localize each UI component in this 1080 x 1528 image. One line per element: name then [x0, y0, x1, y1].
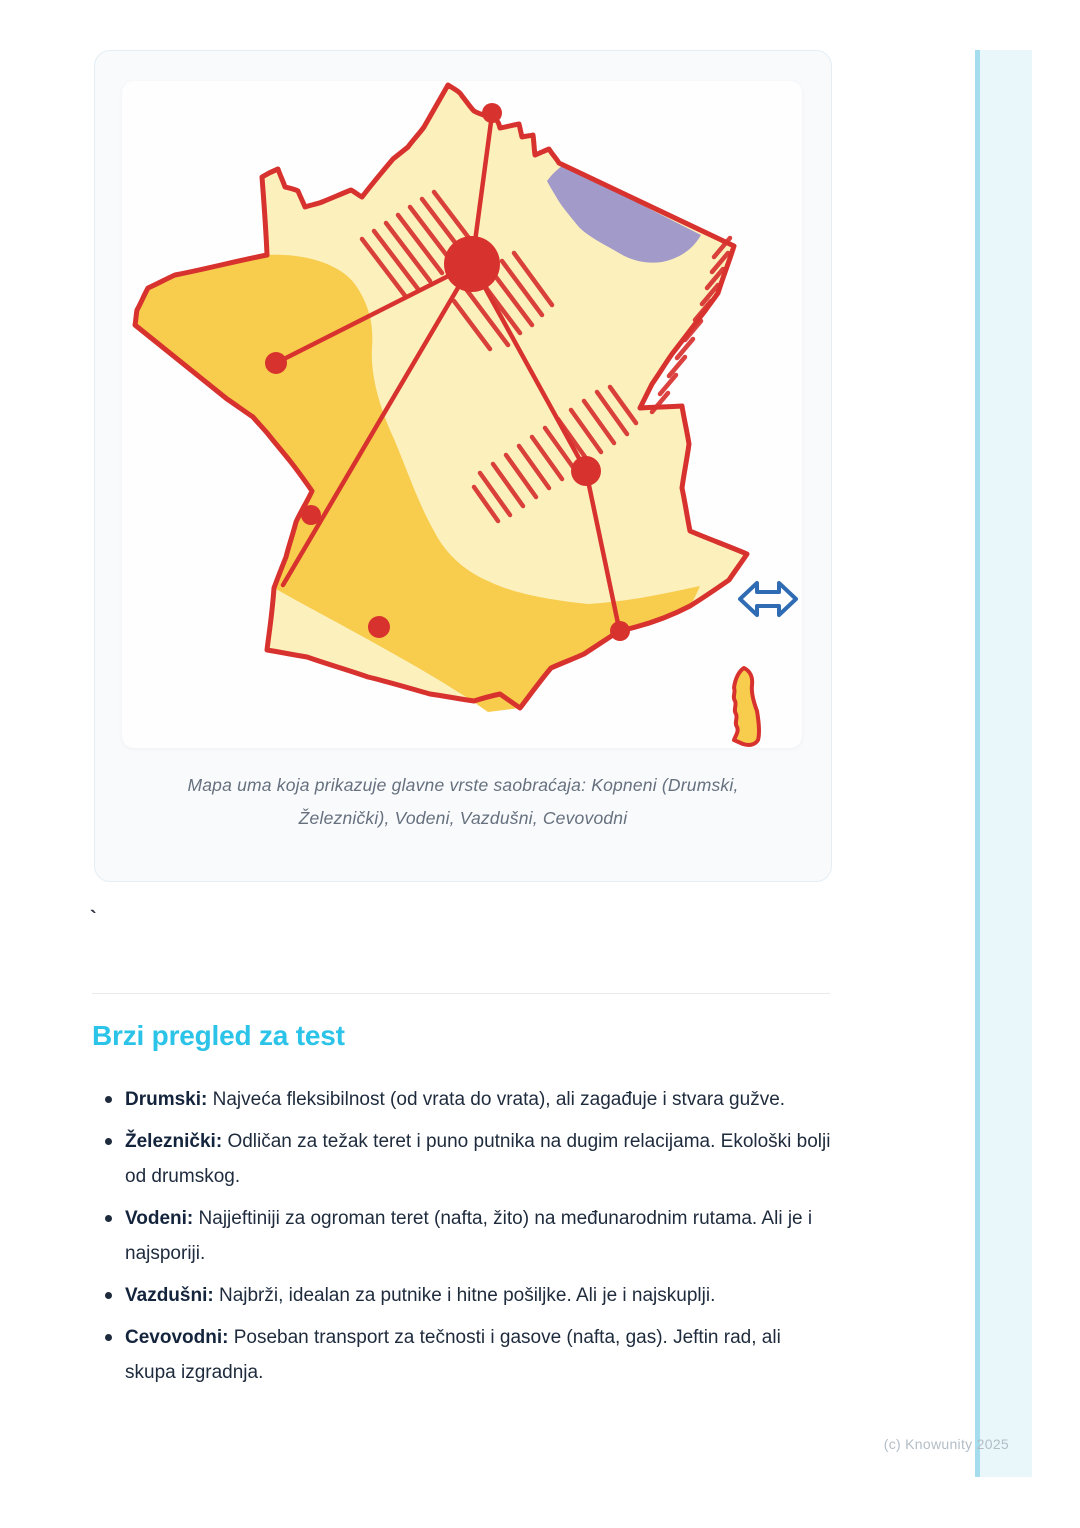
- list-item-text: Poseban transport za tečnosti i gasove (nafta, gas). Jeftin rad, ali skupa izgradnja.: [125, 1327, 781, 1383]
- list-item-term: Vazdušni:: [125, 1285, 214, 1306]
- review-heading: Brzi pregled za test: [92, 1020, 345, 1051]
- map-caption: Mapa uma koja prikazuje glavne vrste saobraćaja: Kopneni (Drumski, Železnički), Vodeni, Vazdušni, Cevovodni: [187, 775, 739, 828]
- list-item: [92, 1278, 834, 1313]
- france-transport-map: [122, 81, 802, 748]
- list-item-text: Najjeftiniji za ogroman teret (nafta, žito) na međunarodnim rutama. Ali je i najsporiji.: [125, 1208, 813, 1264]
- right-accent-bar: [975, 50, 1032, 1477]
- list-item: [92, 1082, 834, 1117]
- list-item-term: Cevovodni:: [125, 1327, 229, 1348]
- list-item: [92, 1320, 834, 1390]
- list-item-term: Drumski:: [125, 1089, 208, 1110]
- map-image-frame: [122, 81, 802, 748]
- review-list: [92, 1082, 834, 1397]
- stray-backtick-text: `: [90, 908, 97, 930]
- list-item-text: Najveća fleksibilnost (od vrata do vrata), ali zagađuje i stvara gužve.: [212, 1089, 786, 1110]
- corsica-island: [734, 668, 759, 745]
- list-item-term: Vodeni:: [125, 1208, 194, 1229]
- list-item-text: Odličan za težak teret i puno putnika na dugim relacijama. Ekološki bolji od drumskog.: [125, 1131, 831, 1187]
- map-card: [94, 50, 832, 882]
- copyright-text: (c) Knowunity 2025: [883, 1436, 1009, 1452]
- list-item-term: Železnički:: [125, 1131, 223, 1152]
- resize-horizontal-icon[interactable]: [740, 583, 796, 615]
- section-divider: [92, 993, 830, 994]
- list-item: [92, 1201, 834, 1271]
- list-item-text: Najbrži, idealan za putnike i hitne pošiljke. Ali je i najskuplji.: [218, 1285, 716, 1306]
- list-item: [92, 1124, 834, 1194]
